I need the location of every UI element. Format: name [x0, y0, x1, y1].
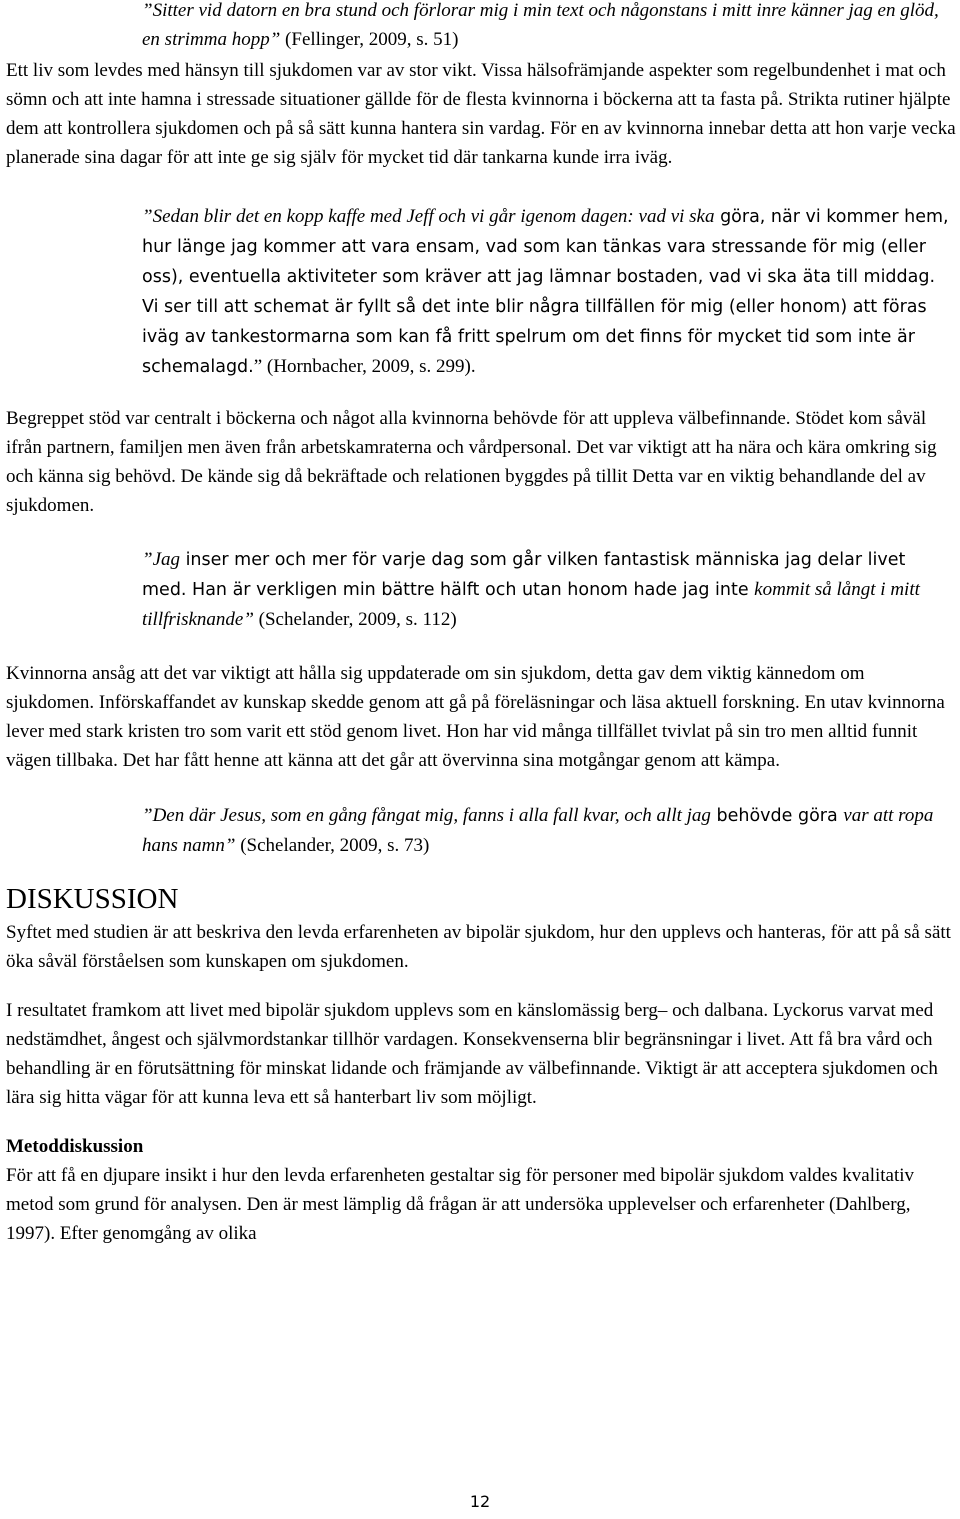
quote-text: ”Sedan blir det en kopp kaffe med Jeff och vi går igenom dagen: vad vi ska [142, 206, 715, 227]
quote-body: göra, när vi kommer hem, hur länge jag kommer att vara ensam, vad som kan tänkas vara stressande för mig (eller oss), eventuella aktiviteter som kräver att jag lämnar bostaden, vad vi ska äta till middag. Vi ser till att schemat är fyllt så det inte blir några tillfällen för mig (eller honom) att föras iväg av tankestormarna som kan få fritt spelrum om det finns för mycket tid som inte är schemalagd. [142, 207, 949, 377]
quote-citation: (Fellinger, 2009, s. 51) [280, 29, 459, 50]
quote-citation: ” (Hornbacher, 2009, s. 299). [253, 356, 476, 377]
quote-body: inser mer och mer för varje dag som går vilken fantastisk människa jag delar livet med. Han är verkligen min bättre hälft och utan honom hade jag inte [142, 550, 906, 600]
paragraph-purpose: Syftet med studien är att beskriva den levda erfarenheten av bipolär sjukdom, hur den upplevs och hanteras, för att på så sätt öka såväl förståelsen som kunskapen om sjukdomen. [6, 922, 951, 972]
quote-fellinger [142, 0, 952, 54]
quote-body: behövde göra [710, 806, 844, 826]
paragraph-routines: Ett liv som levdes med hänsyn till sjukdomen var av stor vikt. Vissa hälsofrämjande aspekter som regelbundenhet i mat och sömn och att inte hamna i stressade situationer gällde för de flesta kvinnorna i böckerna att ta fasta på. Strikta rutiner hjälpte dem att kontrollera sjukdomen och på så sätt kunna hantera sin vardag. För en av kvinnorna innebar detta att hon varje vecka planerade sina dagar för att inte ge sig själv för mycket tid där tankarna kunde irra iväg. [6, 60, 956, 168]
paragraph-knowledge: Kvinnorna ansåg att det var viktigt att hålla sig uppdaterade om sin sjukdom, detta gav dem viktig kännedom om sjukdomen. Införskaffandet av kunskap skedde genom att gå på föreläsningar och läsa aktuell forskning. En utav kvinnorna lever med stark kristen tro som varit ett stöd genom livet. Hon har vid många tillfället tvivlat på sin tro men alltid funnit vägen tillbaka. Det har fått henne att känna att det går att övervinna sina motgångar genom att kämpa. [6, 663, 945, 771]
quote-text: ”Sitter vid datorn en bra stund och förlorar mig i min text och någonstans i mitt inre känner jag en glöd, en strimma hopp” [142, 0, 939, 50]
quote-schelander-112 [142, 545, 952, 634]
quote-text-end: kommit så långt i mitt tillfrisknande” [142, 579, 920, 630]
subheading-metoddiskussion: Metoddiskussion [6, 1136, 144, 1157]
paragraph-method: För att få en djupare insikt i hur den levda erfarenheten gestaltar sig för personer med bipolär sjukdom valdes kvalitativ metod som grund för analysen. Den är mest lämplig då frågan är att undersöka upplevelser och erfarenheter (Dahlberg, 1997). Efter genomgång av olika [6, 1165, 915, 1244]
quote-schelander-73 [142, 801, 952, 860]
quote-text-start: ”Den där Jesus, som en gång fångat mig, fanns i alla fall kvar, och allt jag [142, 805, 711, 826]
paragraph-support: Begreppet stöd var centralt i böckerna och något alla kvinnorna behövde för att uppleva välbefinnande. Stödet kom såväl ifrån partnern, familjen men även från arbetskamraterna och vårdpersonal. Det var viktigt att ha nära och kära omkring sig och känna sig behövd. De kände sig då bekräftade och relationen byggdes på tillit Detta var en viktig behandlande del av sjukdomen. [6, 408, 937, 516]
quote-hornbacher [142, 202, 952, 382]
paragraph-results: I resultatet framkom att livet med bipolär sjukdom upplevs som en känslomässig berg– och dalbana. Lyckorus varvat med nedstämdhet, ångest och självmordstankar tillhör vardagen. Konsekvenserna blir begränsningar i livet. Att få bra vård och behandling är en förutsättning för minskat lidande och främjande av välbefinnande. Viktigt är att acceptera sjukdomen och lära sig hitta vägar för att kunna leva ett så hanterbart liv som möjligt. [6, 1000, 938, 1108]
document-page [6, 0, 956, 1248]
page-number: 12 [469, 1492, 491, 1511]
section-heading-diskussion: DISKUSSION [6, 883, 179, 915]
quote-citation: (Schelander, 2009, s. 73) [235, 835, 430, 856]
quote-text-end: var att ropa hans namn” [142, 805, 934, 856]
quote-citation: (Schelander, 2009, s. 112) [253, 609, 457, 630]
quote-text-start: ”Jag [142, 549, 180, 570]
